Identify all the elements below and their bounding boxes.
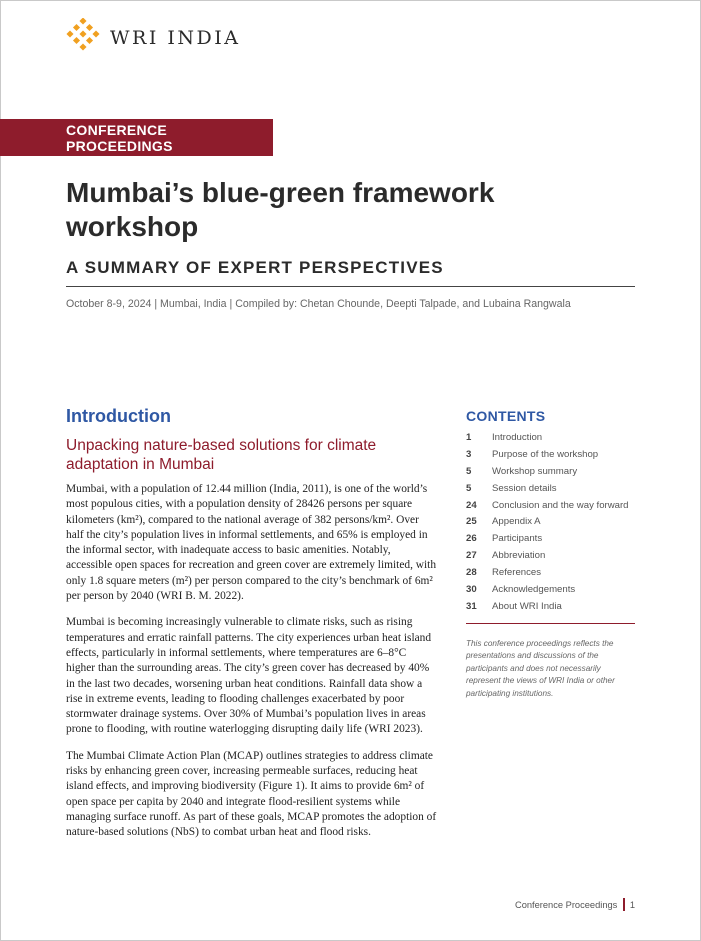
toc-page: 1 [466, 431, 472, 443]
body-paragraph: The Mumbai Climate Action Plan (MCAP) outlines strategies to address climate risks by enhancing green cover, increasing permeable surfaces, reducing heat island effects, and improving biodiversity (Figure 1). It aims to provide 6m² of open space per capita by 2040 and integrate flood-resilient systems while managing surface runoff. As part of these goals, MCAP promotes the adoption of nature-based solutions (NbS) to combat urban heat and flood risks. [66, 749, 437, 839]
table-of-contents [466, 408, 635, 700]
toc-label: Participants [492, 533, 543, 545]
toc-item[interactable] [466, 598, 635, 615]
toc-label: References [492, 567, 542, 579]
toc-item[interactable] [466, 564, 635, 581]
page-number: 1 [629, 899, 635, 910]
section-subheading: Unpacking nature-based solutions for climate adaptation in Mumbai [66, 437, 377, 473]
toc-label: Workshop summary [492, 465, 578, 477]
page-footer [515, 898, 635, 911]
page-title: Mumbai’s blue-green framework workshop [66, 177, 495, 242]
toc-page: 5 [466, 482, 472, 494]
footer-label: Conference Proceedings [514, 899, 618, 910]
toc-item[interactable] [466, 581, 635, 598]
toc-label: Abbreviation [492, 550, 546, 562]
toc-page: 24 [466, 499, 477, 511]
title-divider [66, 286, 635, 287]
logo-text: WRI INDIA [110, 26, 241, 49]
toc-label: Session details [492, 482, 557, 494]
section-banner: CONFERENCE PROCEEDINGS [0, 119, 273, 156]
toc-item[interactable] [466, 446, 635, 463]
toc-item[interactable] [466, 547, 635, 564]
toc-page: 25 [466, 516, 477, 528]
toc-item[interactable] [466, 463, 635, 480]
body-text [66, 482, 438, 852]
contents-divider [466, 623, 635, 624]
toc-label: Conclusion and the way forward [492, 499, 629, 511]
toc-item[interactable] [466, 480, 635, 497]
body-paragraph: Mumbai is becoming increasingly vulnerable to climate risks, such as rising temperatures and erratic rainfall patterns. The city experiences urban heat island effects, particularly in informal settlements, where temperatures are 6–8°C higher than the surrounding areas. The city’s green cover has decreased by 40% in the last two decades, worsening urban heat conditions. Rainfall data show a rise in extreme events, leading to flooding challenges exacerbated by poor stormwater drainage systems. Over 30% of Mumbai’s population lives in areas prone to flooding, with routine waterlogging disrupting daily life (WRI 2023). [66, 616, 432, 736]
logo [66, 18, 240, 57]
toc-label: Acknowledgements [492, 583, 576, 595]
body-paragraph: Mumbai, with a population of 12.44 million (India, 2011), is one of the world’s most populous cities, with a population density of 28426 persons per square kilometers (km²), compared to the national average of 382 persons/km². Over half the city’s population lives in informal settlements, and 65% is employed in the informal sector, with inadequate access to basic amenities. Notably, accessible open spaces for recreation and green cover are extremely limited, with only 1.8 square meters (m²) per person compared to the city’s benchmark of 6m² per person by 2040 (WRI B. M. 2022). [66, 483, 437, 603]
wri-lattice-logo-icon [66, 18, 100, 57]
page-subtitle: A SUMMARY OF EXPERT PERSPECTIVES [66, 258, 444, 277]
toc-item[interactable] [466, 429, 635, 446]
toc-label: Purpose of the workshop [492, 448, 599, 460]
section-heading-introduction: Introduction [66, 406, 171, 426]
toc-label: About WRI India [492, 600, 562, 612]
publication-meta: October 8-9, 2024 | Mumbai, India | Compiled by: Chetan Chounde, Deepti Talpade, and Lubaina Rangwala [66, 298, 571, 310]
toc-label: Appendix A [492, 516, 541, 528]
toc-item[interactable] [466, 530, 635, 547]
toc-page: 3 [466, 448, 472, 460]
toc-item[interactable] [466, 497, 635, 514]
toc-page: 5 [466, 465, 472, 477]
toc-page: 27 [466, 550, 477, 562]
toc-page: 30 [466, 583, 477, 595]
toc-page: 28 [466, 567, 477, 579]
toc-label: Introduction [492, 431, 543, 443]
footer-separator [623, 898, 625, 911]
toc-page: 26 [466, 533, 477, 545]
toc-item[interactable] [466, 513, 635, 530]
contents-heading: CONTENTS [466, 408, 546, 424]
disclaimer-note: This conference proceedings reflects the presentations and discussions of the participants and does not necessarily represent the views of WRI India or other participating institutions. [466, 638, 615, 698]
toc-page: 31 [466, 600, 477, 612]
